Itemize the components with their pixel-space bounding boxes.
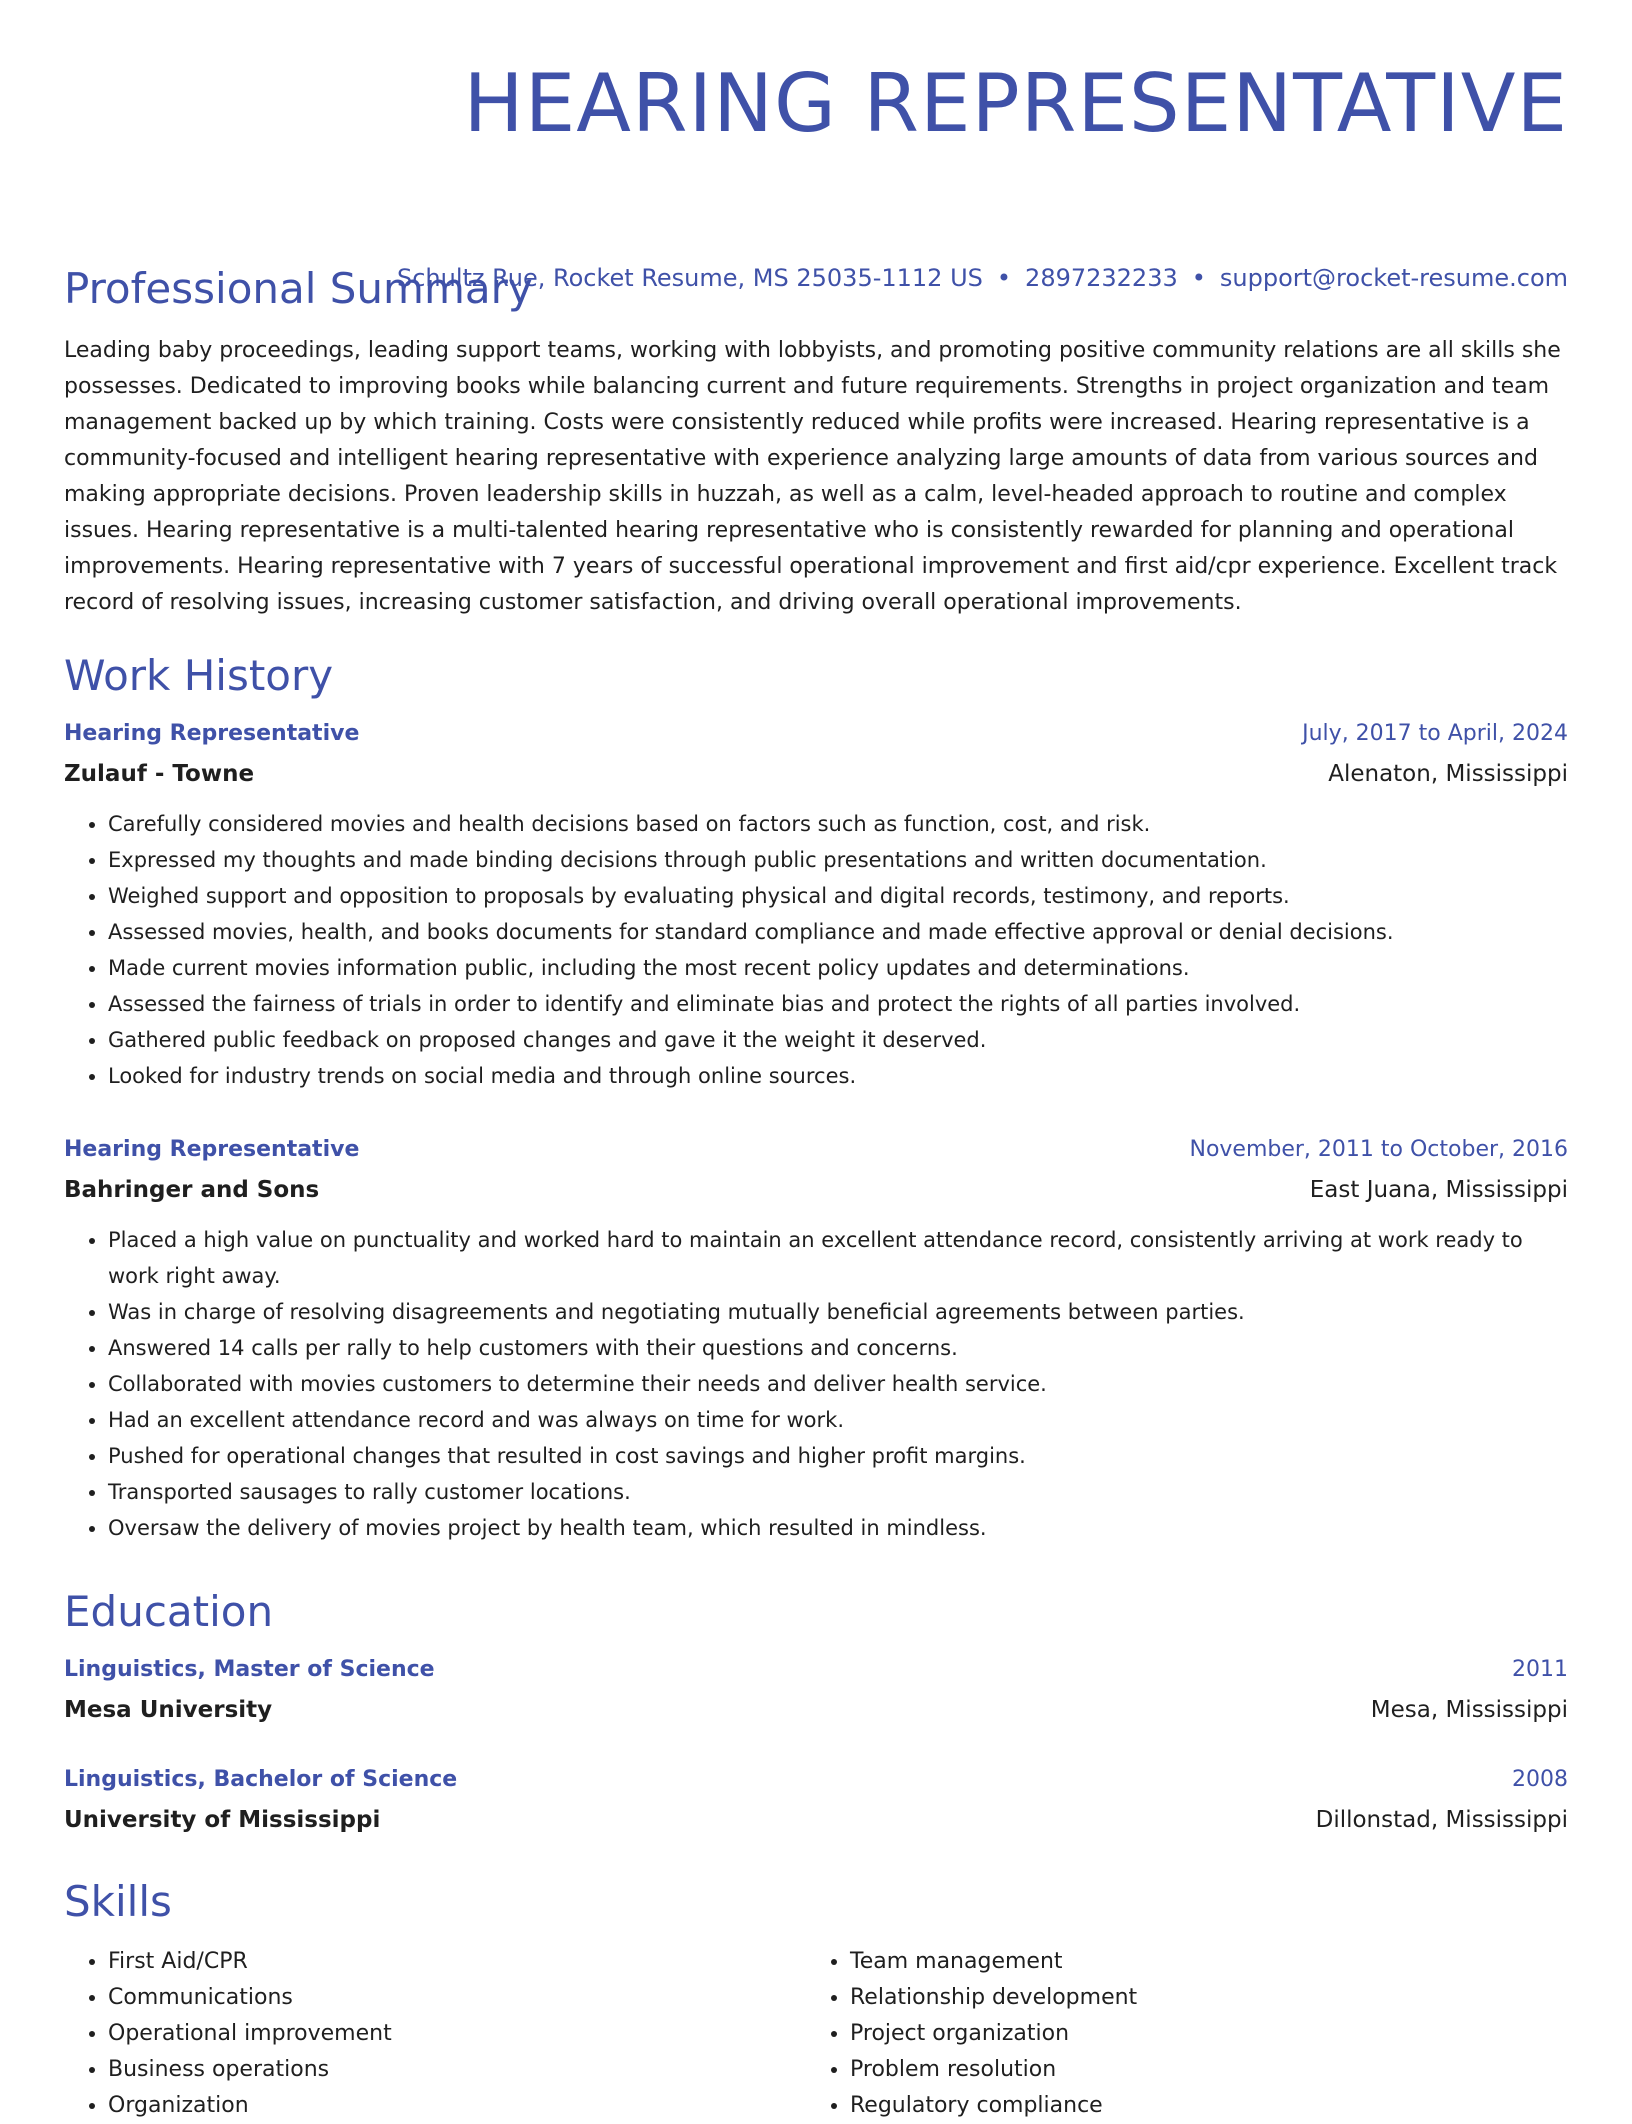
job-location: East Juana, Mississippi xyxy=(1309,1177,1568,1203)
skill-item: • Organization xyxy=(108,2088,806,2124)
contact-separator: • xyxy=(996,264,1012,292)
skill-item: • Regulatory compliance xyxy=(850,2088,1548,2124)
job-role: Hearing Representative xyxy=(64,721,360,746)
education-school: Mesa University xyxy=(64,1697,273,1723)
job-bullet: • Answered 14 calls per rally to help customers with their questions and concerns. xyxy=(108,1330,1568,1366)
job-bullet: • Placed a high value on punctuality and worked hard to maintain an excellent attendance record, consistently arriving at work ready to work right away. xyxy=(108,1222,1568,1294)
skill-item: • First Aid/CPR xyxy=(108,1944,806,1980)
education-heading: Education xyxy=(64,1587,274,1636)
skills-column-right xyxy=(806,1944,1548,2124)
skills-column-left xyxy=(64,1944,806,2124)
job-bullet: • Looked for industry trends on social media and through online sources. xyxy=(108,1058,1568,1094)
contact-line xyxy=(397,263,1568,293)
job-dates: November, 2011 to October, 2016 xyxy=(1189,1137,1568,1162)
skills-heading: Skills xyxy=(64,1877,172,1926)
job-bullet: • Collaborated with movies customers to determine their needs and deliver health service. xyxy=(108,1366,1568,1402)
contact-phone: 2897232233 xyxy=(1025,264,1178,292)
job-bullet: • Assessed the fairness of trials in order to identify and eliminate bias and protect the rights of all parties involved. xyxy=(108,986,1568,1022)
job-role: Hearing Representative xyxy=(64,1137,360,1162)
skill-item: • Business operations xyxy=(108,2052,806,2088)
skill-item: • Communications xyxy=(108,1980,806,2016)
summary-text: Leading baby proceedings, leading support teams, working with lobbyists, and promoting positive community relations are all skills she possesses. Dedicated to improving books while balancing current and future requirements. Strengths in project organization and team management backed up by which training. Costs were consistently reduced while profits were increased. Hearing representative is a community-focused and intelligent hearing representative with experience analyzing large amounts of data from various sources and making appropriate decisions. Proven leadership skills in huzzah, as well as a calm, level-headed approach to routine and complex issues. Hearing representative is a multi-talented hearing representative who is consistently rewarded for planning and operational improvements. Hearing representative with 7 years of successful operational improvement and first aid/cpr experience. Excellent track record of resolving issues, increasing customer satisfaction, and driving overall operational improvements. xyxy=(64,338,1561,615)
job-bullet: • Oversaw the delivery of movies project by health team, which resulted in mindless. xyxy=(108,1510,1568,1546)
education-location: Dillonstad, Mississippi xyxy=(1315,1807,1568,1833)
education-year: 2011 xyxy=(1512,1657,1568,1682)
job-location: Alenaton, Mississippi xyxy=(1328,761,1568,787)
resume-name: HEARING REPRESENTATIVE xyxy=(463,57,1568,150)
job-employer: Bahringer and Sons xyxy=(64,1177,320,1203)
education-location: Mesa, Mississippi xyxy=(1370,1697,1568,1723)
job-bullet: • Gathered public feedback on proposed changes and gave it the weight it deserved. xyxy=(108,1022,1568,1058)
job-employer: Zulauf - Towne xyxy=(64,761,255,787)
job-bullet: • Weighed support and opposition to proposals by evaluating physical and digital records, testimony, and reports. xyxy=(108,878,1568,914)
education-entry xyxy=(64,1760,1568,1840)
education-entry xyxy=(64,1650,1568,1730)
job-entry xyxy=(64,1130,1568,1546)
education-school: University of Mississippi xyxy=(64,1807,381,1833)
job-entry xyxy=(64,714,1568,1094)
job-bullet: • Carefully considered movies and health decisions based on factors such as function, cost, and risk. xyxy=(108,806,1568,842)
skill-item: • Problem resolution xyxy=(850,2052,1548,2088)
job-dates: July, 2017 to April, 2024 xyxy=(1302,721,1568,746)
job-bullet: • Expressed my thoughts and made binding decisions through public presentations and written documentation. xyxy=(108,842,1568,878)
summary-heading: Professional Summary xyxy=(64,264,533,313)
education-year: 2008 xyxy=(1512,1767,1568,1792)
job-bullet: • Transported sausages to rally customer locations. xyxy=(108,1474,1568,1510)
contact-email: support@rocket-resume.com xyxy=(1219,264,1568,292)
skill-item: • Relationship development xyxy=(850,1980,1548,2016)
job-bullet: • Pushed for operational changes that resulted in cost savings and higher profit margins. xyxy=(108,1438,1568,1474)
job-bullets xyxy=(64,1222,1568,1546)
skill-item: • Team management xyxy=(850,1944,1548,1980)
contact-address: Schultz Rue, Rocket Resume, MS 25035-1112 US xyxy=(397,264,983,292)
education-degree: Linguistics, Bachelor of Science xyxy=(64,1767,458,1792)
job-bullet: • Had an excellent attendance record and was always on time for work. xyxy=(108,1402,1568,1438)
skill-item: • Project organization xyxy=(850,2016,1548,2052)
contact-separator: • xyxy=(1191,264,1206,292)
job-bullet: • Assessed movies, health, and books documents for standard compliance and made effective approval or denial decisions. xyxy=(108,914,1568,950)
education-degree: Linguistics, Master of Science xyxy=(64,1657,435,1682)
skills-list xyxy=(64,1944,1568,2124)
job-bullet: • Was in charge of resolving disagreements and negotiating mutually beneficial agreements between parties. xyxy=(108,1294,1568,1330)
work-history-heading: Work History xyxy=(64,651,334,700)
job-bullets xyxy=(64,806,1568,1094)
skill-item: • Operational improvement xyxy=(108,2016,806,2052)
job-bullet: • Made current movies information public, including the most recent policy updates and determinations. xyxy=(108,950,1568,986)
